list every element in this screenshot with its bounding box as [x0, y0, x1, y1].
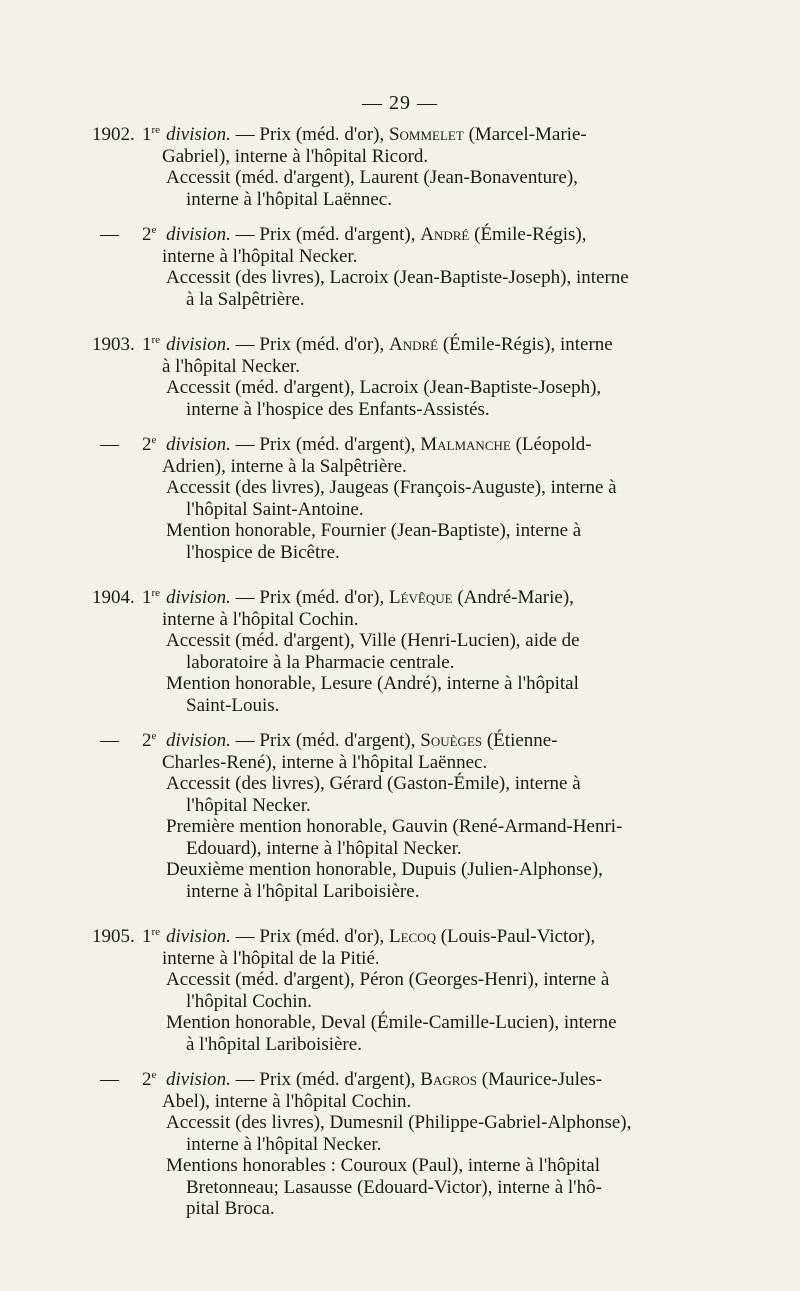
division-entry	[92, 730, 718, 902]
laureate-name: Malmanche	[420, 434, 511, 455]
award-entry	[92, 267, 718, 310]
division-word: division.	[166, 587, 231, 608]
prize-text: — Prix (méd. d'argent),	[230, 1069, 421, 1090]
award-line: Accessit (méd. d'argent), Laurent (Jean-Bonaventure),	[166, 167, 578, 188]
award-line: Accessit (méd. d'argent), Péron (Georges-Henri), interne à	[166, 969, 610, 990]
rank-suffix: re	[151, 124, 161, 136]
laureate-details: (Maurice-Jules-	[477, 1069, 603, 1090]
prize-text: — Prix (méd. d'or),	[230, 124, 389, 145]
award-continuation: interne à l'hôpital Necker.	[186, 1133, 382, 1155]
rank-suffix: re	[151, 334, 161, 346]
prize-line	[166, 334, 718, 356]
rank-number: 1	[142, 926, 152, 947]
division-text	[166, 730, 718, 752]
award-continuation: l'hôpital Saint-Antoine.	[186, 498, 364, 520]
prize-continuation: interne à l'hôpital de la Pitié.	[162, 947, 380, 969]
prize-line	[166, 587, 718, 609]
laureate-name: Bagros	[420, 1069, 478, 1090]
rank-number: 2	[142, 434, 152, 455]
award-line: Mentions honorables : Couroux (Paul), interne à l'hôpital	[166, 1155, 601, 1176]
division-entry	[92, 587, 718, 716]
award-line: Mention honorable, Fournier (Jean-Baptiste), interne à	[166, 520, 582, 541]
rank-number: 2	[142, 1069, 152, 1090]
rank-suffix: re	[151, 926, 161, 938]
division-entry	[92, 434, 718, 563]
division-rank	[142, 434, 166, 456]
award-line: Accessit (des livres), Dumesnil (Philippe-Gabriel-Alphonse),	[166, 1112, 632, 1133]
division-text	[166, 1069, 718, 1091]
prize-continuation: interne à l'hôpital Necker.	[162, 245, 358, 267]
award-continuation: l'hôpital Cochin.	[186, 990, 312, 1012]
award-line: Première mention honorable, Gauvin (René-Armand-Henri-	[166, 816, 623, 837]
award-continuation: à la Salpêtrière.	[186, 288, 305, 310]
year-label: 1902.	[92, 124, 135, 145]
prize-line	[166, 926, 718, 948]
year-label: 1903.	[92, 334, 135, 355]
division-entry	[92, 224, 718, 310]
award-line: Accessit (méd. d'argent), Ville (Henri-Lucien), aide de	[166, 630, 580, 651]
laureate-details: (André-Marie),	[452, 587, 574, 608]
laureate-details: (Émile-Régis),	[469, 224, 587, 245]
division-rank	[142, 224, 166, 246]
year-block	[92, 124, 718, 310]
prize-text: — Prix (méd. d'argent),	[230, 434, 421, 455]
award-line: Deuxième mention honorable, Dupuis (Julien-Alphonse),	[166, 859, 603, 880]
laureate-details: (Marcel-Marie-	[463, 124, 587, 145]
rank-number: 1	[142, 587, 152, 608]
award-continuation: interne à l'hôpital Lariboisière.	[186, 880, 420, 902]
laureate-details: (Étienne-	[482, 730, 558, 751]
prize-line	[166, 730, 718, 752]
prize-continuation: Gabriel), interne à l'hôpital Ricord.	[162, 145, 429, 167]
prize-continuation: à l'hôpital Necker.	[162, 355, 300, 377]
award-entry	[92, 816, 718, 859]
prize-line	[166, 1069, 718, 1091]
rank-number: 1	[142, 334, 152, 355]
laureate-name: Sommelet	[388, 124, 464, 145]
award-line: Accessit (des livres), Lacroix (Jean-Baptiste-Joseph), interne	[166, 267, 629, 288]
award-line: Accessit (des livres), Gérard (Gaston-Émile), interne à	[166, 773, 581, 794]
ditto-dash: —	[100, 730, 119, 751]
division-rank	[142, 124, 166, 146]
laureate-details: (Louis-Paul-Victor),	[435, 926, 596, 947]
prize-continuation: interne à l'hôpital Cochin.	[162, 608, 359, 630]
laureate-name: Lecoq	[388, 926, 436, 947]
award-entry	[92, 1012, 718, 1055]
division-word: division.	[166, 926, 231, 947]
division-rank	[142, 730, 166, 752]
division-word: division.	[166, 730, 231, 751]
prize-text: — Prix (méd. d'argent),	[230, 224, 421, 245]
award-continuation: pital Broca.	[186, 1198, 275, 1219]
year-label: 1904.	[92, 587, 135, 608]
division-heading	[92, 224, 718, 246]
award-line: Accessit (méd. d'argent), Lacroix (Jean-Baptiste-Joseph),	[166, 377, 602, 398]
laureate-name: Souèges	[420, 730, 483, 751]
division-text	[166, 926, 718, 948]
rank-suffix: e	[151, 434, 157, 446]
award-entry	[92, 377, 718, 420]
prize-line	[166, 124, 718, 146]
division-text	[166, 334, 718, 356]
year-block	[92, 334, 718, 563]
rank-number: 2	[142, 730, 152, 751]
award-entry	[92, 1155, 718, 1220]
award-entry	[92, 859, 718, 902]
award-continuation: laboratoire à la Pharmacie centrale.	[186, 651, 455, 673]
award-entry	[92, 1112, 718, 1155]
rank-number: 1	[142, 124, 152, 145]
division-text	[166, 124, 718, 146]
division-entry	[92, 1069, 718, 1220]
division-entry	[92, 926, 718, 1055]
page-number: — 29 —	[362, 92, 438, 114]
award-entry	[92, 167, 718, 210]
rank-suffix: e	[151, 730, 157, 742]
division-text	[166, 224, 718, 246]
award-continuation: l'hôpital Necker.	[186, 794, 311, 816]
award-entry	[92, 969, 718, 1012]
division-word: division.	[166, 434, 231, 455]
ditto-dash: —	[100, 434, 119, 455]
prize-continuation: Abel), interne à l'hôpital Cochin.	[162, 1090, 412, 1112]
division-rank	[142, 587, 166, 609]
year-block	[92, 587, 718, 902]
year-label: 1905.	[92, 926, 135, 947]
prize-continuation: Charles-René), interne à l'hôpital Laënnec.	[162, 751, 488, 773]
laureate-details: (Léopold-	[510, 434, 592, 455]
award-continuation: l'hospice de Bicêtre.	[186, 541, 340, 563]
prize-line	[166, 434, 718, 456]
laureate-details: (Émile-Régis), interne	[438, 334, 613, 355]
division-heading	[92, 730, 718, 752]
division-word: division.	[166, 224, 231, 245]
division-heading	[92, 124, 718, 146]
award-entry	[92, 673, 718, 716]
ditto-dash: —	[100, 224, 119, 245]
award-continuation: interne à l'hôpital Laënnec.	[186, 188, 392, 210]
prize-text: — Prix (méd. d'argent),	[230, 730, 421, 751]
award-continuation: Saint-Louis.	[186, 694, 280, 716]
division-heading	[92, 334, 718, 356]
laureate-name: André	[420, 224, 470, 245]
award-continuation: Bretonneau; Lasausse (Edouard-Victor), interne à l'hô-	[186, 1176, 602, 1198]
award-entry	[92, 520, 718, 563]
laureate-name: Lévêque	[388, 587, 453, 608]
award-line: Mention honorable, Deval (Émile-Camille-Lucien), interne	[166, 1012, 617, 1033]
prize-text: — Prix (méd. d'or),	[230, 334, 389, 355]
division-text	[166, 434, 718, 456]
award-entry	[92, 630, 718, 673]
award-line: Accessit (des livres), Jaugeas (François-Auguste), interne à	[166, 477, 617, 498]
laureate-name: André	[388, 334, 439, 355]
prize-continuation: Adrien), interne à la Salpêtrière.	[162, 455, 407, 477]
division-heading	[92, 1069, 718, 1091]
award-continuation: à l'hôpital Lariboisière.	[186, 1033, 362, 1055]
division-rank	[142, 926, 166, 948]
division-entry	[92, 334, 718, 420]
division-heading	[92, 434, 718, 456]
award-entry	[92, 477, 718, 520]
year-block	[92, 926, 718, 1220]
division-entry	[92, 124, 718, 210]
award-line: Mention honorable, Lesure (André), interne à l'hôpital	[166, 673, 579, 694]
prize-list	[92, 124, 718, 1244]
prize-text: — Prix (méd. d'or),	[230, 926, 389, 947]
division-rank	[142, 1069, 166, 1091]
division-word: division.	[166, 334, 231, 355]
rank-suffix: e	[151, 1069, 157, 1081]
prize-text: — Prix (méd. d'or),	[230, 587, 389, 608]
award-continuation: interne à l'hospice des Enfants-Assistés.	[186, 398, 490, 420]
division-heading	[92, 587, 718, 609]
division-word: division.	[166, 1069, 231, 1090]
award-continuation: Edouard), interne à l'hôpital Necker.	[186, 837, 462, 859]
division-word: division.	[166, 124, 231, 145]
award-entry	[92, 773, 718, 816]
division-heading	[92, 926, 718, 948]
division-rank	[142, 334, 166, 356]
ditto-dash: —	[100, 1069, 119, 1090]
rank-suffix: e	[151, 224, 157, 236]
rank-suffix: re	[151, 587, 161, 599]
division-text	[166, 587, 718, 609]
rank-number: 2	[142, 224, 152, 245]
prize-line	[166, 224, 718, 246]
